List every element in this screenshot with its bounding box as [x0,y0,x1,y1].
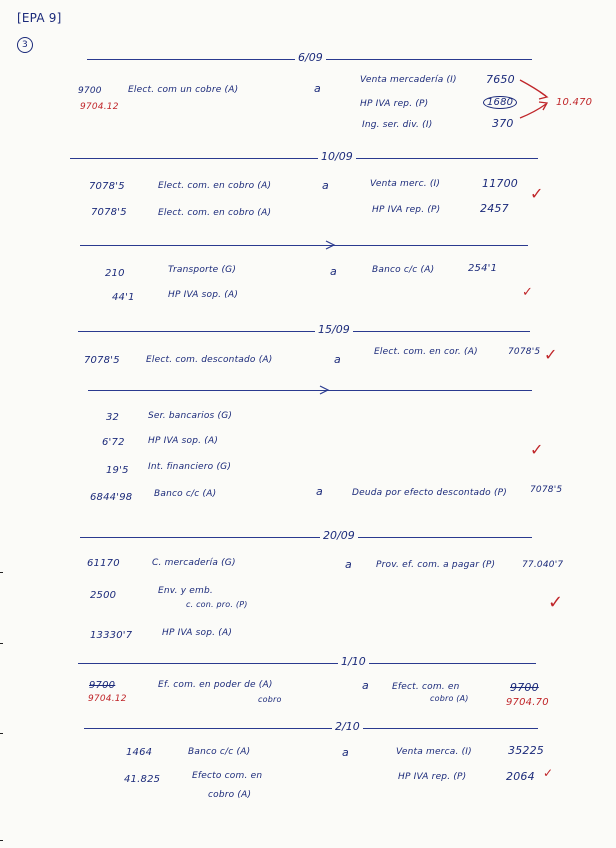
credit-account: Deuda por efecto descontado (P) [352,488,507,498]
credit-amount: 9700 [510,681,539,694]
entry-date: 6/09 [295,51,326,64]
debit-amount: 9700 [78,86,102,96]
credit-amount: 35225 [508,744,544,757]
check-mark: ✓ [548,592,564,613]
entry-connector: a [362,679,369,692]
credit-account: HP IVA rep. (P) [372,205,441,215]
credit-account: Venta mercadería (I) [360,75,457,85]
entry-connector: a [314,82,321,95]
debit-account-line2: cobro [258,695,282,704]
debit-amount: 32 [106,412,120,423]
credit-amount: 7078'5 [530,485,563,495]
debit-account-line2: cobro (A) [208,790,252,800]
entry-connector: a [322,179,329,192]
credit-amount: 77.040'7 [522,560,564,570]
credit-account: Ing. ser. div. (I) [362,120,433,130]
debit-account: Env. y emb. [158,586,213,596]
credit-account: Venta merca. (I) [396,747,472,757]
debit-account: Banco c/c (A) [188,747,251,757]
entry-date: 15/09 [315,323,353,336]
debit-account: Elect. com. descontado (A) [146,355,273,365]
debit-amount: 6'72 [102,437,125,448]
debit-account-line2: c. con. pro. (P) [186,600,248,609]
debit-amount: 61170 [87,558,120,569]
debit-amount: 7078'5 [91,207,127,218]
credit-amount: 7078'5 [508,347,541,357]
page-number-text: 3 [22,40,28,50]
check-mark: ✓ [522,285,533,300]
debit-amount: 9700 [89,680,116,691]
entry-connector: a [334,353,341,366]
debit-account: Ser. bancarios (G) [148,411,233,421]
entry-connector: a [316,485,323,498]
credit-account: Venta merc. (I) [370,179,441,189]
debit-amount: 210 [105,268,125,279]
debit-correction: 9704.12 [80,102,119,112]
credit-amount: 2064 [506,770,535,783]
debit-account: Transporte (G) [168,265,237,275]
debit-amount: 1464 [126,747,153,758]
entry-date: 2/10 [332,720,363,733]
debit-account: Elect. com. en cobro (A) [158,181,272,191]
credit-account: HP IVA rep. (P) [360,99,429,109]
credit-amount: 370 [492,117,514,130]
check-mark: ✓ [530,184,544,203]
credit-account: HP IVA rep. (P) [398,772,467,782]
debit-account: C. mercadería (G) [152,558,236,568]
debit-correction: 9704.12 [88,694,127,704]
debit-amount: 44'1 [112,292,135,303]
debit-amount: 13330'7 [90,630,133,641]
debit-account: Elect. com. en cobro (A) [158,208,272,218]
credit-amount: 2457 [480,202,509,215]
entry-connector: a [342,746,349,759]
debit-account: Int. financiero (G) [148,462,232,472]
header-tag: [EPA 9] [17,11,62,25]
entry-date: 20/09 [320,529,358,542]
credit-correction: 9704.70 [506,697,549,708]
check-mark: ✓ [544,345,558,364]
debit-account: HP IVA sop. (A) [168,290,239,300]
check-mark: ✓ [530,440,544,459]
debit-amount: 7078'5 [84,355,120,366]
debit-account: HP IVA sop. (A) [162,628,233,638]
credit-amount: 254'1 [468,263,498,274]
credit-correction: 10.470 [556,97,593,108]
debit-amount: 41.825 [124,774,161,785]
debit-account: Elect. com un cobre (A) [128,85,239,95]
debit-amount: 6844'98 [90,492,133,503]
credit-account: Banco c/c (A) [372,265,435,275]
credit-amount-circled: 1680 [483,96,517,109]
credit-amount: 11700 [482,177,518,190]
entry-connector: a [330,265,337,278]
debit-amount: 7078'5 [89,181,125,192]
check-mark: ✓ [543,766,554,780]
debit-amount: 2500 [90,590,117,601]
entry-connector: a [345,558,352,571]
debit-account: Banco c/c (A) [154,489,217,499]
credit-amount: 7650 [486,73,515,86]
entry-date: 1/10 [338,655,369,668]
debit-account: HP IVA sop. (A) [148,436,219,446]
entry-date: 10/09 [318,150,356,163]
credit-account: Efect. com. en [392,682,460,692]
debit-account: Efecto com. en [192,771,263,781]
credit-account: Elect. com. en cor. (A) [374,347,478,357]
credit-account: Prov. ef. com. a pagar (P) [376,560,496,570]
debit-account: Ef. com. en poder de (A) [158,680,273,690]
credit-account-line2: cobro (A) [430,694,469,703]
debit-amount: 19'5 [106,465,129,476]
